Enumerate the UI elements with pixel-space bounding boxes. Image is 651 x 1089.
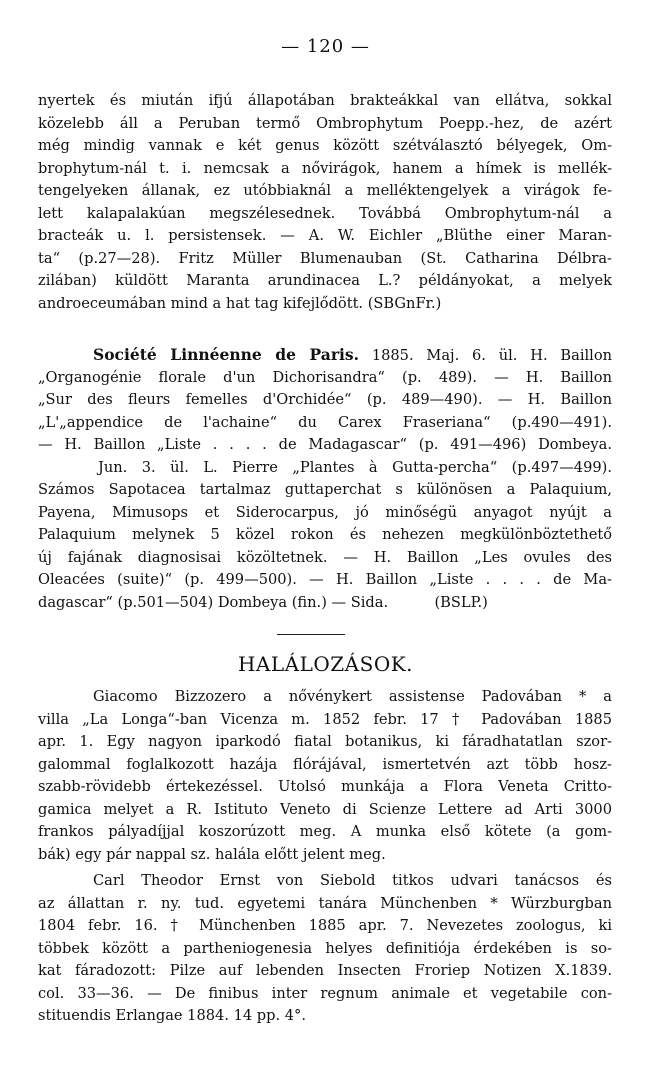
text-line: apr. 1. Egy nagyon iparkodó fiatal botanikus, ki fáradhatatlan szor- — [38, 733, 612, 750]
page-number: — 120 — — [281, 36, 370, 57]
text-line: — H. Baillon „Liste . . . . de Madagascar“ (p. 491—496) Dombeya. — [38, 436, 612, 453]
text-line: még mindig vannak e két genus között szétválasztó bélyegek, Om- — [38, 137, 612, 154]
societe-first-line — [38, 344, 612, 367]
text-line: „Sur des fleurs femelles d'Orchidée“ (p. 489—490). — H. Baillon — [38, 391, 612, 408]
text-line: új fajának diagnosisai közöltetnek. — H. Baillon „Les ovules des — [38, 548, 612, 566]
text-line: bák) egy pár nappal sz. halála előtt jelent meg. — [38, 845, 386, 863]
text-line: Jun. 3. ül. L. Pierre „Plantes à Gutta-percha“ (p.497—499). — [98, 458, 612, 476]
paragraph-continuation — [38, 90, 612, 315]
text-line: többek között a partheniogenesia helyes definitiója érdekében is so- — [38, 939, 612, 957]
text-line: galommal foglalkozott hazája flórájával, ismertetvén azt több hosz- — [38, 755, 612, 773]
text-line: villa „La Longa“-ban Vicenza m. 1852 febr. 17 † Padovában 1885 — [38, 710, 612, 728]
text-line: Oleacées (suite)“ (p. 499—500). — H. Baillon „Liste . . . . de Ma- — [38, 571, 612, 588]
text-line: 1804 febr. 16. † Münchenben 1885 apr. 7. Nevezetes zoologus, ki — [38, 917, 612, 934]
text-line: Palaquium melynek 5 közel rokon és nehezen megkülönböztethető — [38, 526, 612, 543]
text-line: brophytum-nál t. i. nemcsak a nővirágok, hanem a hímek is mellék- — [38, 159, 612, 177]
text-line: col. 33—36. — De finibus inter regnum animale et vegetabile con- — [38, 984, 612, 1002]
obituary-bizzozero — [38, 686, 612, 866]
text-line: Carl Theodor Ernst von Siebold titkos udvari tanácsos és — [93, 872, 612, 889]
text-line: nyertek és miután ifjú állapotában brakteákkal van ellátva, sokkal — [38, 92, 612, 109]
section-divider — [277, 634, 345, 635]
text-line: frankos pályadíjjal koszorúzott meg. A munka első kötete (a gom- — [38, 823, 612, 840]
text-line: közelebb áll a Peruban termő Ombrophytum Poepp.-hez, de azért — [38, 114, 612, 132]
text-line: „Organogénie florale d'un Dichorisandra“ (p. 489). — H. Baillon — [38, 368, 612, 386]
obituary-siebold — [38, 870, 612, 1028]
text-line: Számos Sapotacea tartalmaz guttaperchat s különösen a Palaquium, — [38, 481, 612, 498]
section-heading: HALÁLOZÁSOK. — [237, 652, 414, 676]
text-line: lett kalapalakúan megszélesednek. Továbbá Ombrophytum-nál a — [38, 204, 612, 222]
text-line: zilában) küldött Maranta arundinacea L.? példányokat, a melyek — [38, 272, 612, 289]
text-line: szabb-rövidebb értekezéssel. Utolsó munkája a Flora Veneta Critto- — [38, 778, 612, 795]
text-line: Payena, Mimusops et Siderocarpus, jó minőségü anyagot nyújt a — [38, 503, 612, 521]
societe-section — [38, 344, 612, 614]
society-title: Société Linnéenne de Paris. — [93, 345, 360, 364]
text-line: androeceumában mind a hat tag kifejlődött. (SBGnFr.) — [38, 294, 442, 312]
society-meeting: 1885. Maj. 6. ül. H. Baillon — [371, 347, 613, 364]
text-line: dagascar“ (p.501—504) Dombeya (fin.) — Sida. (BSLP.) — [38, 593, 488, 611]
text-line: Giacomo Bizzozero a nővénykert assistense Padovában * a — [93, 688, 612, 705]
text-line: tengelyeken állanak, ez utóbbiaknál a melléktengelyek a virágok fe- — [38, 182, 612, 199]
text-line: az állattan r. ny. tud. egyetemi tanára Münchenben * Würzburgban — [38, 894, 612, 912]
text-line: gamica melyet a R. Istituto Veneto di Scienze Lettere ad Arti 3000 — [38, 800, 612, 818]
text-line: kat fáradozott: Pilze auf lebenden Insecten Froriep Notizen X.1839. — [38, 962, 612, 979]
text-line: ta“ (p.27—28). Fritz Müller Blumenauban (St. Catharina Délbra- — [38, 249, 612, 267]
text-line: „L'„appendice de l'achaine“ du Carex Fraseriana“ (p.490—491). — [38, 413, 612, 431]
text-line: stituendis Erlangae 1884. 14 pp. 4°. — [38, 1007, 306, 1024]
text-line: bracteák u. l. persistensek. — A. W. Eichler „Blüthe einer Maran- — [38, 227, 612, 244]
